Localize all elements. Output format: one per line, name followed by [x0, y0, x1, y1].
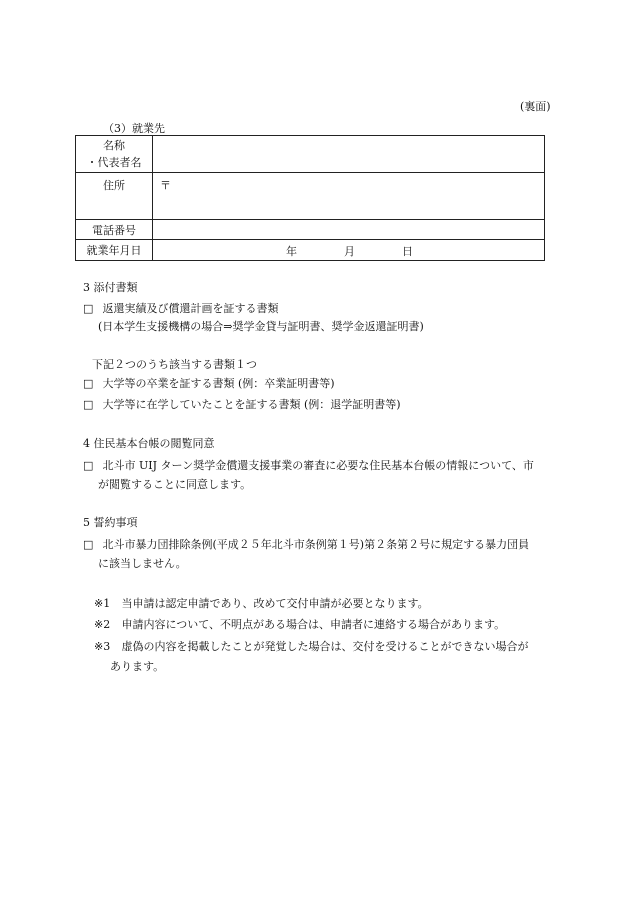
employer-address-row: [76, 173, 545, 220]
consent-heading: 4 住民基本台帳の閲覧同意: [83, 437, 215, 450]
date-year-unit: 年: [286, 245, 297, 258]
note-2: [94, 618, 505, 632]
name-label-line-1: 名称: [103, 139, 125, 152]
note-2-text: 申請内容について、不明点がある場合は、申請者に連絡する場合があります。: [121, 618, 506, 631]
attachment-item-2-text: 大学等の卒業を証する書類 (例：卒業証明書等): [102, 377, 335, 390]
note-1-mark: ※1: [94, 597, 111, 610]
consent-item: [83, 459, 534, 473]
checkbox-icon[interactable]: □: [83, 459, 94, 472]
employer-address-label: 住所: [76, 173, 153, 220]
pledge-item: [83, 538, 529, 552]
pledge-heading: 5 誓約事項: [83, 516, 138, 529]
employer-table: [75, 135, 545, 261]
pledge-text-line-2: に該当しません。: [98, 557, 187, 570]
attachment-item-3-text: 大学等に在学していたことを証する書類 (例：退学証明書等): [102, 398, 401, 411]
page-side-label: (裏面): [520, 100, 551, 113]
checkbox-icon[interactable]: □: [83, 302, 94, 315]
name-label-line-2: ・代表者名: [86, 156, 142, 169]
consent-text-line-1: 北斗市 UIJ ターン奨学金償還支援事業の審査に必要な住民基本台帳の情報について、市: [102, 459, 534, 472]
note-3-text-line-1: 虚偽の内容を掲載したことが発覚した場合は、交付を受けることができない場合が: [121, 640, 529, 653]
note-1-text: 当申請は認定申請であり、改めて交付申請が必要となります。: [121, 597, 429, 610]
date-month-unit: 月: [344, 245, 355, 258]
employer-section-title: （3）就業先: [103, 122, 165, 135]
attachment-item-3: [83, 398, 401, 412]
employer-name-field[interactable]: [153, 136, 545, 173]
postal-mark: 〒: [160, 179, 171, 192]
employment-date-field[interactable]: [153, 240, 545, 261]
note-1: [94, 597, 429, 611]
pledge-text-line-1: 北斗市暴力団排除条例(平成２５年北斗市条例第１号)第２条第２号に規定する暴力団員: [102, 538, 530, 551]
note-2-mark: ※2: [94, 618, 111, 631]
note-3-text-line-2: あります。: [110, 660, 165, 673]
employer-address-field[interactable]: [153, 173, 545, 220]
employment-date-row: [76, 240, 545, 261]
employer-phone-label: 電話番号: [76, 220, 153, 240]
employer-name-row: [76, 136, 545, 173]
employment-date-label: 就業年月日: [76, 240, 153, 261]
attachment-item-1-note: (日本学生支援機構の場合⇒奨学金貸与証明書、奨学金返還証明書): [98, 320, 424, 333]
choose-one-instruction: 下記２つのうち該当する書類１つ: [92, 358, 257, 371]
employer-name-label: [76, 136, 153, 173]
attachment-item-2: [83, 377, 335, 391]
employer-phone-row: [76, 220, 545, 240]
date-day-unit: 日: [402, 245, 413, 258]
attachment-item-1: [83, 302, 279, 316]
employer-phone-field[interactable]: [153, 220, 545, 240]
attachment-item-1-text: 返還実績及び償還計画を証する書類: [102, 302, 279, 315]
checkbox-icon[interactable]: □: [83, 377, 94, 390]
note-3-mark: ※3: [94, 640, 111, 653]
note-3: [94, 640, 529, 654]
checkbox-icon[interactable]: □: [83, 398, 94, 411]
checkbox-icon[interactable]: □: [83, 538, 94, 551]
attachments-heading: 3 添付書類: [83, 281, 138, 294]
consent-text-line-2: が閲覧することに同意します。: [98, 478, 252, 491]
